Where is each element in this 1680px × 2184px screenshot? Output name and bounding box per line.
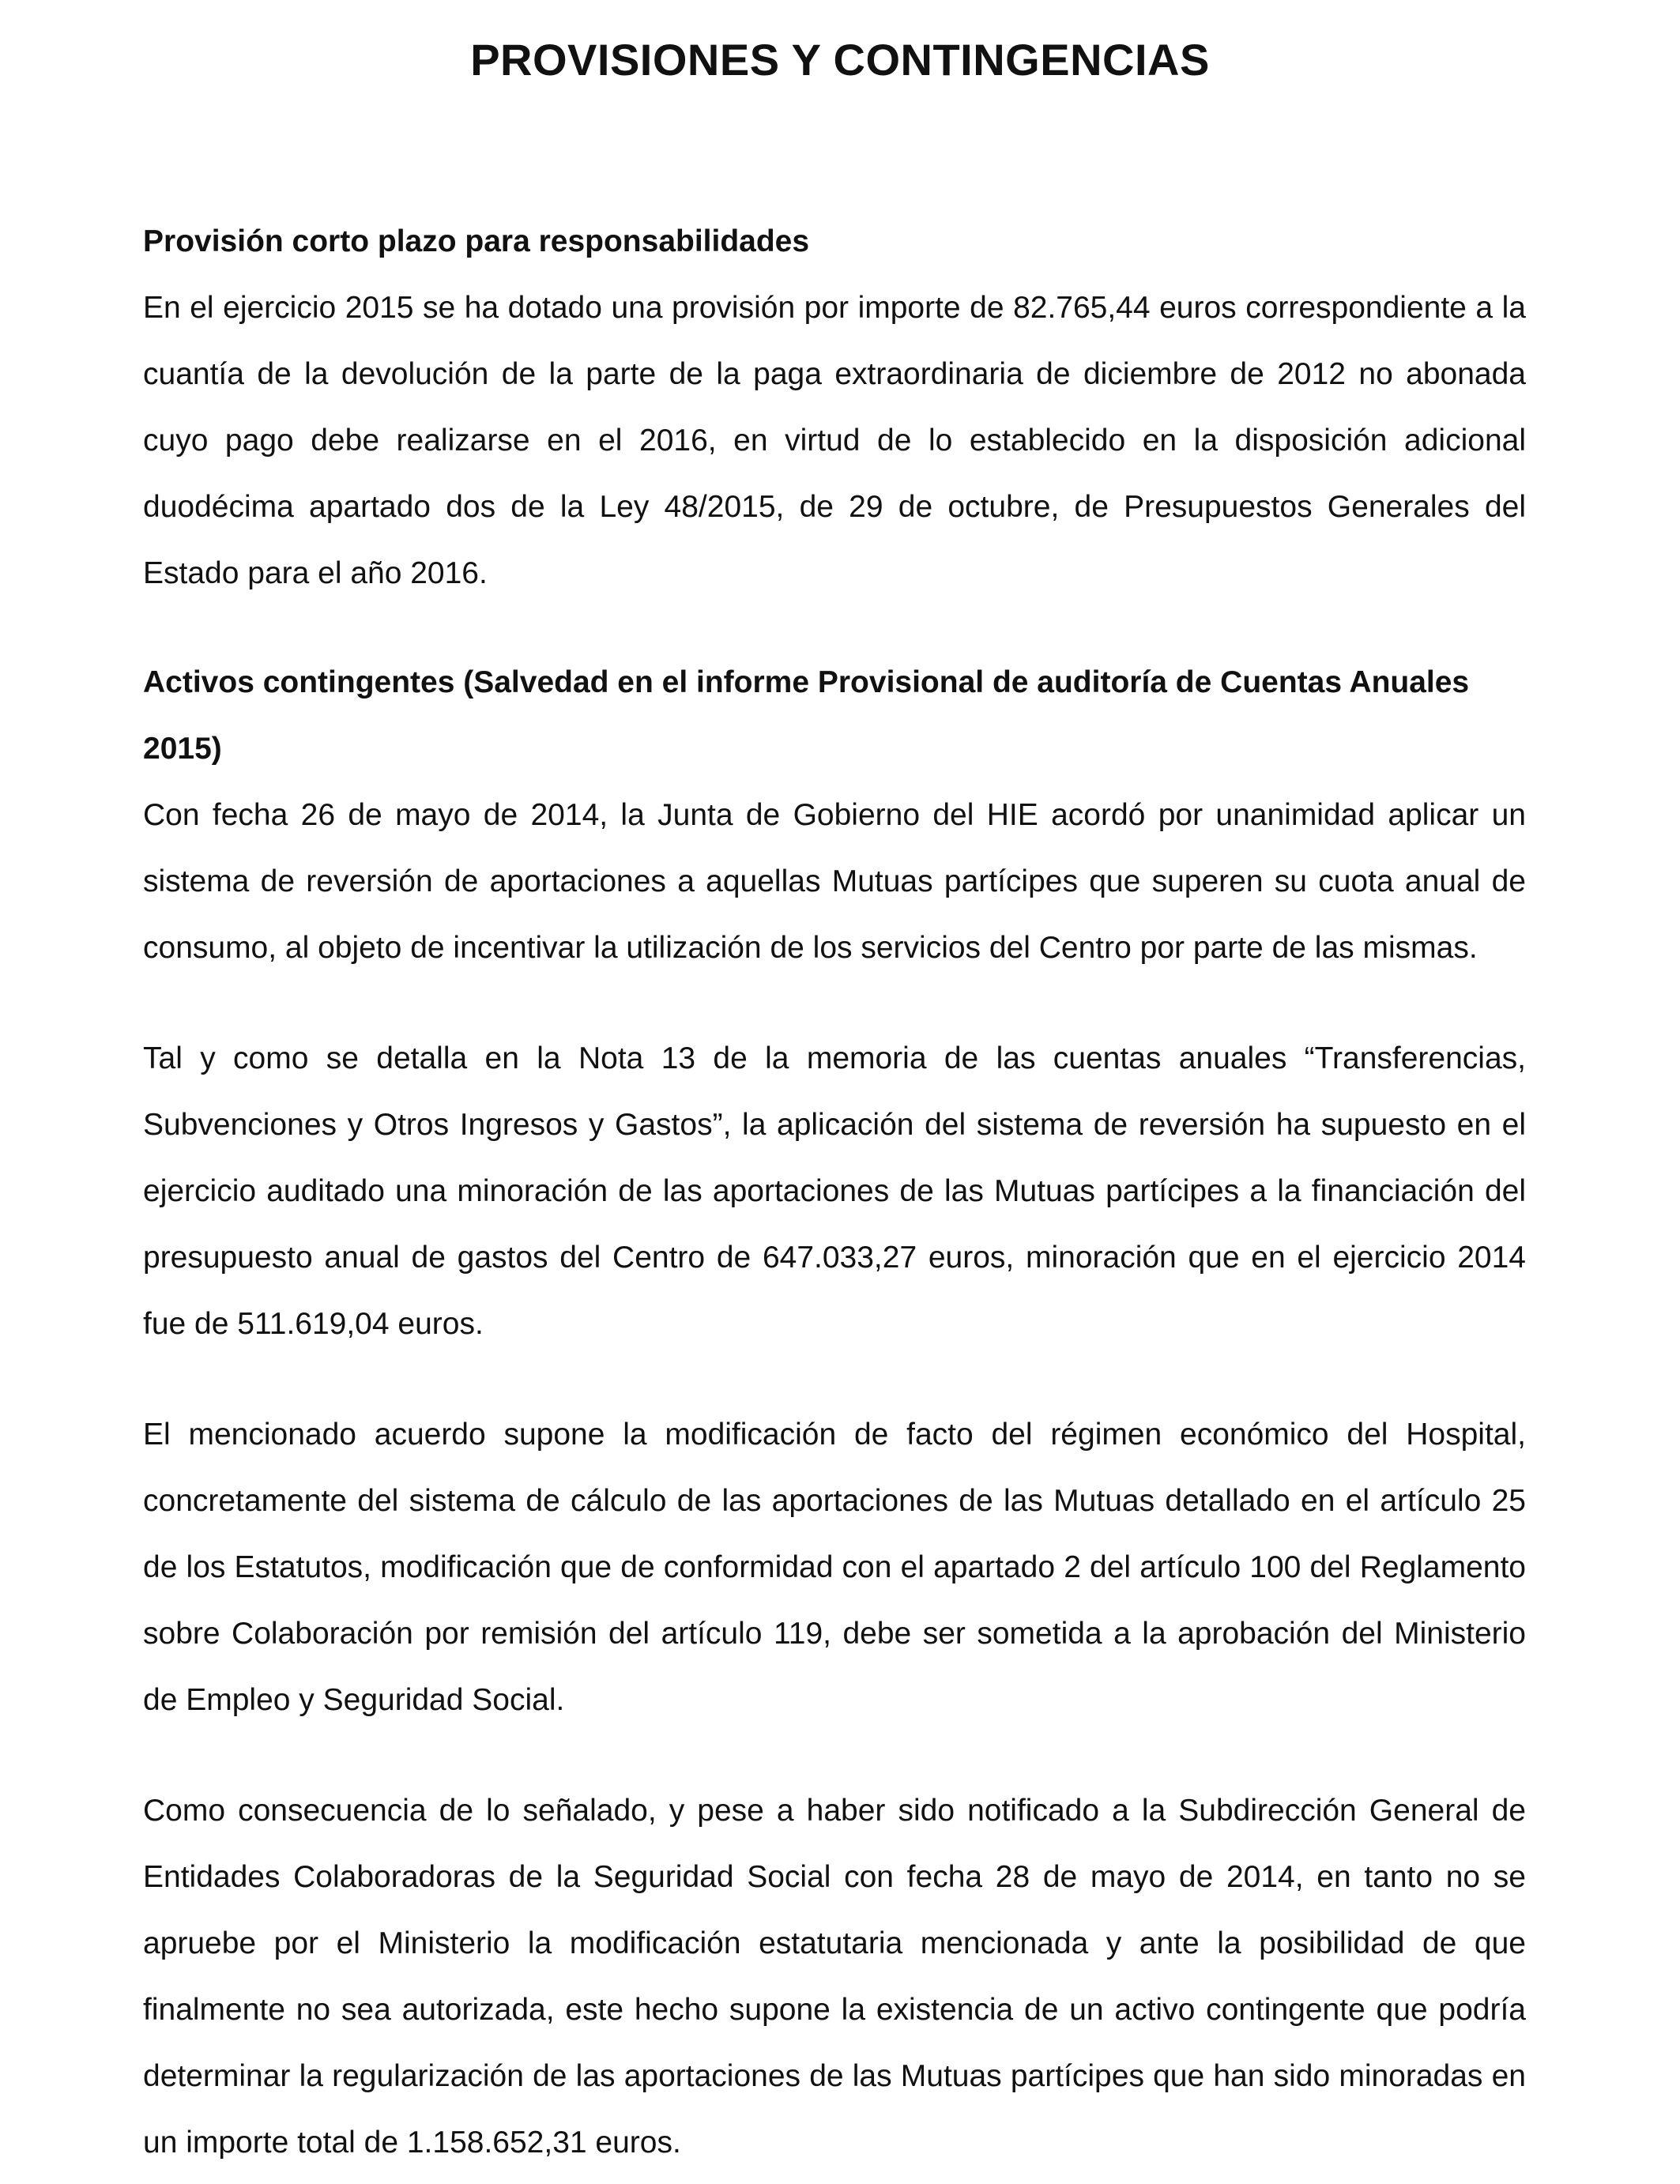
section-heading-activos-contingentes: Activos contingentes (Salvedad en el informe Provisional de auditoría de Cuentas Anuales 2015) [143, 665, 1470, 766]
document-body [143, 209, 1526, 2176]
section-provision-corto-plazo [143, 209, 1526, 607]
paragraph-acuerdo-modificacion: El mencionado acuerdo supone la modificación de facto del régimen económico del Hospital, concretamente del sistema de cálculo de las aportaciones de las Mutuas detallado en el artículo 25 de los Estatutos, modificación que de conformidad con el apartado 2 del artículo 100 del Reglamento sobre Colaboración por remisión del artículo 119, debe ser sometida a la aprobación del Ministerio de Empleo y Seguridad Social. [143, 1418, 1526, 1717]
paragraph-provision: En el ejercicio 2015 se ha dotado una provisión por importe de 82.765,44 euros correspondiente a la cuantía de la devolución de la parte de la paga extraordinaria de diciembre de 2012 no abonada cuyo pago debe realizarse en el 2016, en virtud de lo establecido en la disposición adicional duodécima apartado dos de la Ley 48/2015, de 29 de octubre, de Presupuestos Generales del Estado para el año 2016. [143, 291, 1526, 590]
paragraph-consecuencia: Como consecuencia de lo señalado, y pese a haber sido notificado a la Subdirección General de Entidades Colaboradoras de la Seguridad Social con fecha 28 de mayo de 2014, en tanto no se apruebe por el Ministerio la modificación estatutaria mencionada y ante la posibilidad de que finalmente no sea autorizada, este hecho supone la existencia de un activo contingente que podría determinar la regularización de las aportaciones de las Mutuas partícipes que han sido minoradas en un importe total de 1.158.652,31 euros. [143, 1794, 1526, 2160]
paragraph-nota-13: Tal y como se detalla en la Nota 13 de la memoria de las cuentas anuales “Transferencias, Subvenciones y Otros Ingresos y Gastos”, la aplicación del sistema de reversión ha supuesto en el ejercicio auditado una minoración de las aportaciones de las Mutuas partícipes a la financiación del presupuesto anual de gastos del Centro de 647.033,27 euros, minoración que en el ejercicio 2014 fue de 511.619,04 euros. [143, 1041, 1526, 1341]
section-heading-provision: Provisión corto plazo para responsabilidades [143, 224, 810, 258]
page-title: PROVISIONES Y CONTINGENCIAS [470, 35, 1210, 85]
section-activos-contingentes [143, 650, 1526, 2176]
paragraph-junta-gobierno: Con fecha 26 de mayo de 2014, la Junta de Gobierno del HIE acordó por unanimidad aplicar un sistema de reversión de aportaciones a aquellas Mutuas partícipes que superen su cuota anual de consumo, al objeto de incentivar la utilización de los servicios del Centro por parte de las mismas. [143, 798, 1526, 965]
